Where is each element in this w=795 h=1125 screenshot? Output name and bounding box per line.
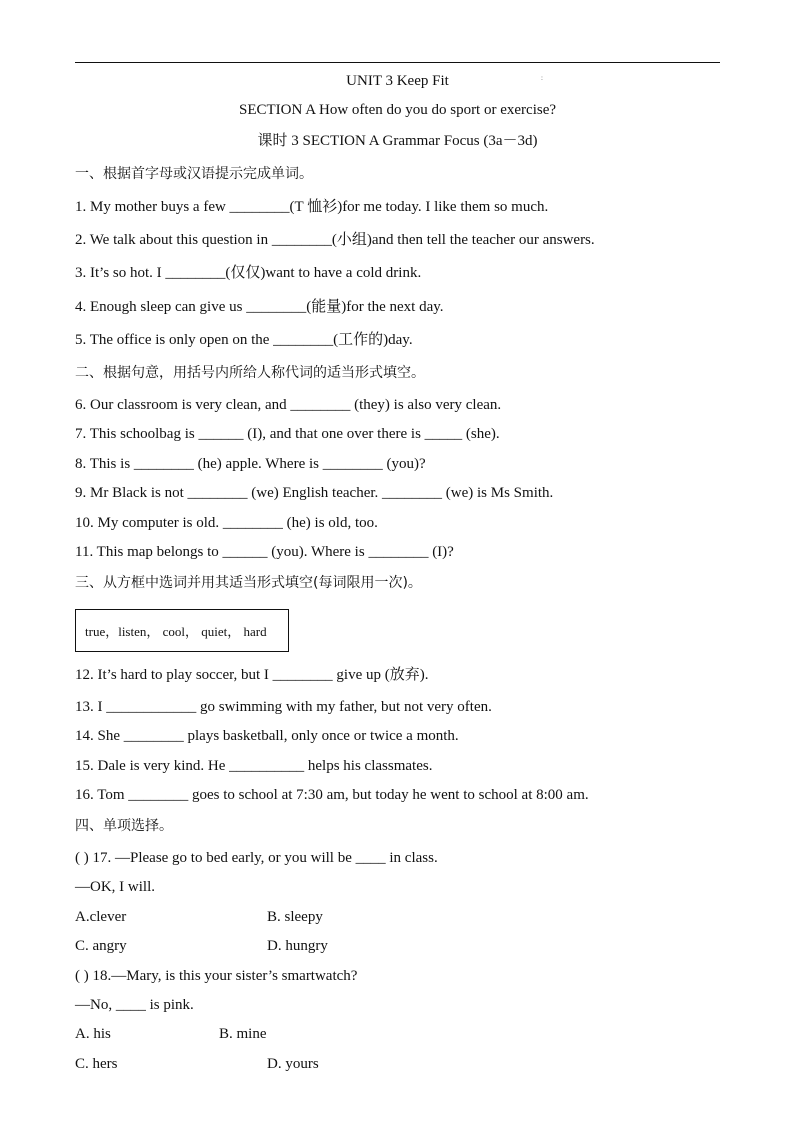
question-6: 6. Our classroom is very clean, and ________ (they) is also very clean.	[75, 397, 502, 413]
question-5: 5. The office is only open on the ________(工作的)day.	[75, 332, 413, 348]
question-18-reply: —No, ____ is pink.	[75, 997, 194, 1013]
question-11: 11. This map belongs to ______ (you). Where is ________ (I)?	[75, 544, 454, 560]
question-18-option-c: C. hers	[75, 1056, 118, 1072]
word-box-words: true，listen， cool， quiet， hard	[85, 624, 267, 639]
part2-heading: 二、根据句意，用括号内所给人称代词的适当形式填空。	[75, 365, 425, 381]
question-18-stem: ( ) 18.—Mary, is this your sister’s smartwatch?	[75, 968, 358, 984]
question-18-option-b: B. mine	[219, 1026, 267, 1042]
question-8: 8. This is ________ (he) apple. Where is ________ (you)?	[75, 456, 426, 472]
question-7: 7. This schoolbag is ______ (I), and that one over there is _____ (she).	[75, 426, 500, 442]
word-box	[75, 609, 289, 652]
question-12: 12. It’s hard to play soccer, but I ________ give up (放弃).	[75, 667, 429, 683]
question-17-option-c: C. angry	[75, 938, 127, 954]
question-1: 1. My mother buys a few ________(T 恤衫)for me today. I like them so much.	[75, 199, 549, 215]
question-4: 4. Enough sleep can give us ________(能量)for the next day.	[75, 299, 444, 315]
question-16: 16. Tom ________ goes to school at 7:30 am, but today he went to school at 8:00 am.	[75, 787, 589, 803]
section-title: SECTION A How often do you do sport or exercise?	[238, 102, 557, 118]
corner-mark: :	[541, 74, 543, 82]
question-2: 2. We talk about this question in ________(小组)and then tell the teacher our answers.	[75, 232, 595, 248]
part1-heading: 一、根据首字母或汉语提示完成单词。	[75, 166, 313, 182]
header-rule	[75, 62, 720, 63]
lesson-title: 课时 3 SECTION A Grammar Focus (3a－3d)	[257, 133, 538, 149]
question-3: 3. It’s so hot. I ________(仅仅)want to have a cold drink.	[75, 265, 422, 281]
part4-heading: 四、单项选择。	[75, 818, 173, 834]
question-17-stem: ( ) 17. —Please go to bed early, or you will be ____ in class.	[75, 850, 438, 866]
question-9: 9. Mr Black is not ________ (we) English teacher. ________ (we) is Ms Smith.	[75, 485, 554, 501]
question-15: 15. Dale is very kind. He __________ helps his classmates.	[75, 758, 433, 774]
part3-heading: 三、从方框中选词并用其适当形式填空(每词限用一次)。	[75, 575, 422, 591]
question-18-option-d: D. yours	[267, 1056, 319, 1072]
question-17-option-a: A.clever	[75, 909, 127, 925]
question-17-reply: —OK, I will.	[75, 879, 155, 895]
question-14: 14. She ________ plays basketball, only once or twice a month.	[75, 728, 459, 744]
question-10: 10. My computer is old. ________ (he) is old, too.	[75, 515, 378, 531]
question-13: 13. I ____________ go swimming with my father, but not very often.	[75, 699, 492, 715]
question-18-option-a: A. his	[75, 1026, 111, 1042]
unit-title: UNIT 3 Keep Fit	[346, 73, 449, 89]
question-17-option-d: D. hungry	[267, 938, 328, 954]
question-17-option-b: B. sleepy	[267, 909, 323, 925]
